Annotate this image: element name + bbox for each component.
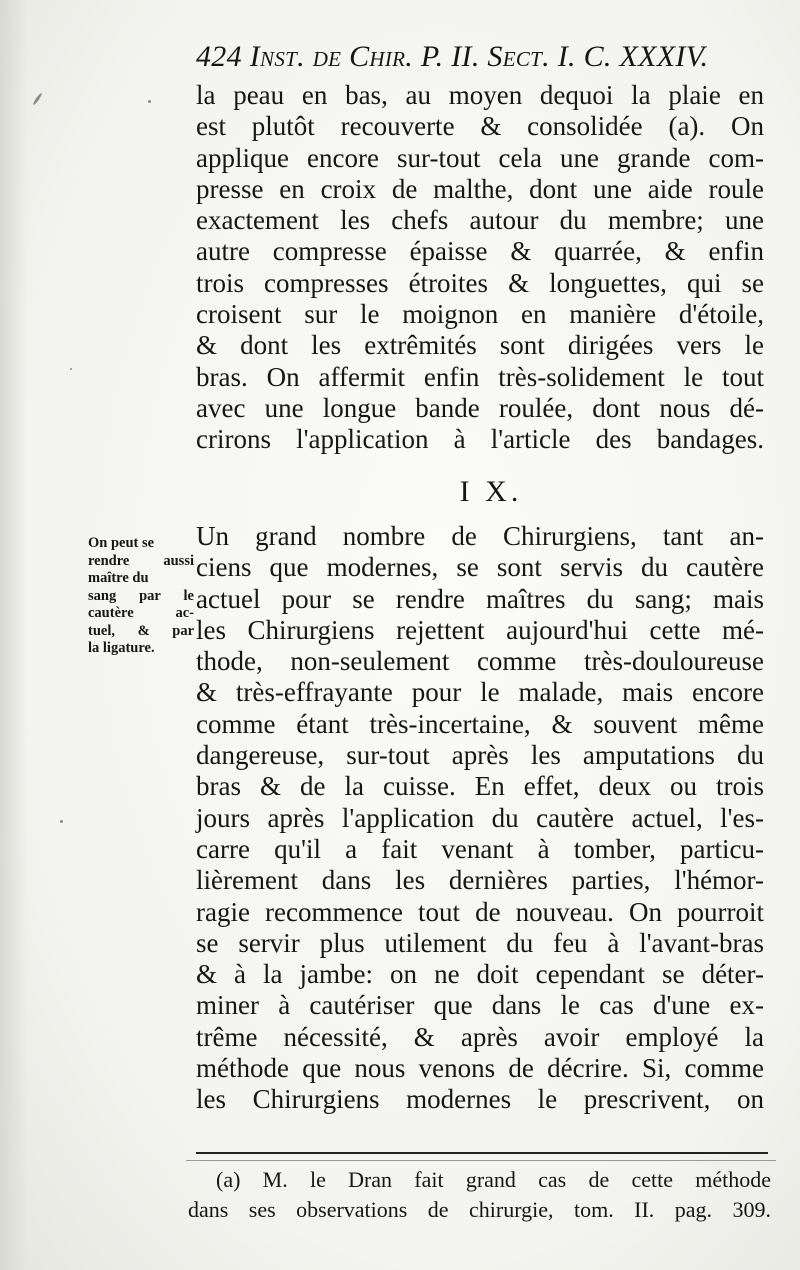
text-line: miner à cautériser que dans le cas d'une ex- — [196, 990, 764, 1021]
paragraph-continued — [196, 80, 764, 456]
section-number: I X. — [459, 475, 523, 508]
page-number: 424 — [196, 40, 242, 73]
text-line: & à la jambe: on ne doit cependant se déter- — [196, 959, 764, 990]
text-line: ciens que modernes, se sont servis du cautère — [196, 552, 764, 583]
footnote-rule — [196, 1152, 768, 1154]
text-line: dangereuse, sur-tout après les amputations du — [196, 740, 764, 771]
text-line: actuel pour se rendre maîtres du sang; mais — [196, 583, 764, 614]
text-line: carre qu'il a fait venant à tomber, particu- — [196, 833, 764, 864]
margin-note-line: sang par le — [88, 587, 194, 604]
text-line: thode, non-seulement comme très-douloureuse — [196, 646, 764, 677]
footnote — [188, 1165, 771, 1225]
margin-note — [88, 535, 194, 658]
text-line: bras. On affermit enfin très-solidement le tout — [196, 361, 764, 392]
margin-note-line: cautère ac- — [88, 605, 194, 621]
text-line: jours après l'application du cautère actuel, l'es- — [196, 802, 764, 833]
text-line: ragie recommence tout de nouveau. On pourroit — [196, 896, 764, 927]
text-line: les Chirurgiens modernes le prescrivent, on — [196, 1084, 764, 1115]
margin-note-line: la ligature. — [88, 640, 155, 656]
text-line: autre compresse épaisse & quarrée, & enfin — [196, 236, 764, 267]
text-line: se servir plus utilement du feu à l'avant-bras — [196, 927, 764, 958]
text-line: applique encore sur-tout cela une grande com- — [196, 142, 764, 173]
footnote-line: dans ses observations de chirurgie, tom. II. pag. 309. — [188, 1197, 771, 1222]
text-line: comme étant très-incertaine, & souvent même — [196, 708, 764, 739]
text-line: & très-effrayante pour le malade, mais encore — [196, 677, 764, 708]
text-line: la peau en bas, au moyen dequoi la plaie en — [196, 80, 764, 110]
margin-note-line: On peut se — [88, 535, 155, 551]
margin-note-line: rendre aussi — [88, 552, 194, 569]
spine-shadow — [0, 0, 28, 1270]
text-line: méthode que nous venons de décrire. Si, comme — [196, 1053, 764, 1084]
footnote-rule-shadow — [186, 1160, 776, 1161]
running-header — [196, 40, 766, 82]
text-line: lièrement dans les dernières parties, l'hémor- — [196, 865, 764, 896]
text-line: & dont les extrêmités sont dirigées vers le — [196, 330, 764, 361]
text-line: crirons l'application à l'article des bandages. — [196, 424, 764, 455]
margin-note-line: tuel, & par — [88, 622, 194, 639]
text-line: trois compresses étroites & longuettes, qui se — [196, 267, 764, 298]
paper-speck — [60, 820, 63, 823]
text-line: avec une longue bande roulée, dont nous dé- — [196, 392, 764, 423]
text-line: bras & de la cuisse. En effet, deux ou trois — [196, 771, 764, 802]
text-line: trême nécessité, & après avoir employé la — [196, 1021, 764, 1052]
running-title: Inst. de Chir. P. II. Sect. I. C. XXXIV. — [249, 40, 709, 73]
text-line: croisent sur le moignon en manière d'étoile, — [196, 299, 764, 330]
paper-speck — [70, 368, 72, 370]
text-line: est plutôt recouverte & consolidée (a). On — [196, 111, 764, 142]
text-line: presse en croix de malthe, dont une aide roule — [196, 173, 764, 204]
text-line: les Chirurgiens rejettent aujourd'hui cette mé- — [196, 614, 764, 645]
text-line: exactement les chefs autour du membre; une — [196, 205, 764, 236]
paragraph-section-ix — [196, 521, 764, 1116]
text-line: Un grand nombre de Chirurgiens, tant an- — [196, 521, 764, 551]
paper-speck — [148, 100, 151, 103]
margin-note-line: maître du — [88, 570, 149, 586]
paper-speck — [32, 92, 42, 105]
footnote-line: (a) M. le Dran fait grand cas de cette méthode — [216, 1167, 771, 1192]
